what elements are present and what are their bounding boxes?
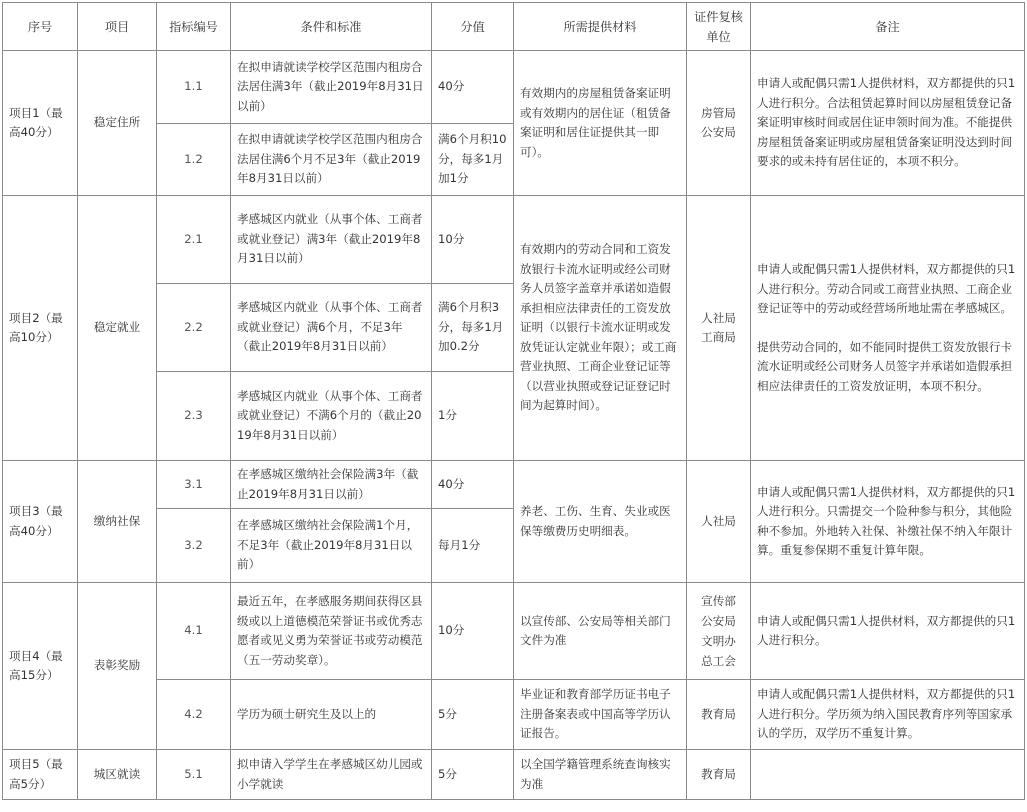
condition-text: 拟申请入学学生在孝感城区幼儿园或小学就读 <box>231 750 432 800</box>
group-item: 表彰奖励 <box>78 583 157 750</box>
condition-text: 孝感城区内就业（从事个体、工商者或就业登记）不满6个月的（截止2019年8月31日以前） <box>231 372 432 461</box>
condition-text: 在拟申请就读学校学区范围内租房合法居住满3年（截止2019年8月31日以前） <box>231 51 432 124</box>
materials-text: 有效期内的房屋租赁备案证明或有效期内的居住证（租赁备案证明和居住证提供其一即可）。 <box>514 51 687 196</box>
unit-name: 宣传部 <box>701 594 736 608</box>
condition-text: 孝感城区内就业（从事个体、工商者或就业登记）满6个月，不足3年（截止2019年8月31日以前） <box>231 284 432 372</box>
header-score: 分值 <box>432 3 514 51</box>
score-text: 40分 <box>432 461 514 509</box>
score-text: 每月1分 <box>432 509 514 583</box>
indicator-code: 3.2 <box>157 509 231 583</box>
unit-name: 工商局 <box>701 330 736 344</box>
score-text: 1分 <box>432 372 514 461</box>
group-item: 城区就读 <box>78 750 157 800</box>
header-row <box>3 3 1025 51</box>
indicator-code: 4.1 <box>157 583 231 680</box>
review-unit <box>687 461 751 583</box>
indicator-code: 1.2 <box>157 124 231 196</box>
table-row <box>3 680 1025 750</box>
review-unit <box>687 680 751 750</box>
score-text: 满6个月积3分，每多1月加0.2分 <box>432 284 514 372</box>
unit-name: 人社局 <box>701 310 736 325</box>
header-seq: 序号 <box>3 3 78 51</box>
score-text: 10分 <box>432 583 514 680</box>
table-row <box>3 583 1025 680</box>
unit-name: 公安局 <box>701 614 736 628</box>
unit-name: 文明办 <box>701 634 736 648</box>
header-code: 指标编号 <box>157 3 231 51</box>
header-item: 项目 <box>78 3 157 51</box>
group-item: 稳定就业 <box>78 196 157 461</box>
table-row <box>3 51 1025 124</box>
condition-text: 在孝感城区缴纳社会保险满3年（截止2019年8月31日以前） <box>231 461 432 509</box>
indicator-code: 1.1 <box>157 51 231 124</box>
notes-text: 申请人或配偶只需1人提供材料，双方都提供的只1人进行积分。劳动合同或工商营业执照、工商企业登记证等中的劳动或经营场所地址需在孝感城区。 <box>757 262 1016 315</box>
group-seq: 项目4（最高15分） <box>3 583 78 750</box>
unit-name: 总工会 <box>701 654 736 668</box>
notes-text: 申请人或配偶只需1人提供材料，双方都提供的只1人进行积分。 <box>751 583 1025 680</box>
review-unit <box>687 196 751 461</box>
group-item: 稳定住所 <box>78 51 157 196</box>
table-row <box>3 750 1025 800</box>
review-unit <box>687 750 751 800</box>
score-text: 5分 <box>432 680 514 750</box>
score-text: 10分 <box>432 196 514 284</box>
unit-name: 人社局 <box>701 513 736 528</box>
indicator-code: 4.2 <box>157 680 231 750</box>
score-text: 满6个月积10分，每多1月加1分 <box>432 124 514 196</box>
materials-text: 毕业证和教育部学历证书电子注册备案表或中国高等学历认证报告。 <box>514 680 687 750</box>
review-unit <box>687 583 751 680</box>
materials-text: 有效期内的劳动合同和工资发放银行卡流水证明或经公司财务人员签字盖章并承诺如造假承担相应法律责任的工资发放证明（以银行卡流水证明或发放凭证认定就业年限）；或工商营业执照、工商企业登记证等（以营业执照或登记证登记时间为起算时间）。 <box>514 196 687 461</box>
review-unit <box>687 51 751 196</box>
notes-text <box>751 750 1025 800</box>
group-seq: 项目1（最高40分） <box>3 51 78 196</box>
header-materials: 所需提供材料 <box>514 3 687 51</box>
indicator-code: 2.3 <box>157 372 231 461</box>
condition-text: 孝感城区内就业（从事个体、工商者或就业登记）满3年（截止2019年8月31日以前） <box>231 196 432 284</box>
condition-text: 在孝感城区缴纳社会保险满1个月，不足3年（截止2019年8月31日以前） <box>231 509 432 583</box>
notes-text: 申请人或配偶只需1人提供材料，双方都提供的只1人进行积分。合法租赁起算时间以房屋租赁登记备案证明审核时间或居住证申领时间为准。不能提供房屋租赁备案证明或房屋租赁备案证明没达到时间要求的或未持有居住证的，本项不积分。 <box>751 51 1025 196</box>
group-item: 缴纳社保 <box>78 461 157 583</box>
indicator-code: 3.1 <box>157 461 231 509</box>
unit-name: 房管局 <box>701 105 736 120</box>
notes-text: 提供劳动合同的，如不能同时提供工资发放银行卡流水证明或经公司财务人员签字并承诺如造假承担相应法律责任的工资发放证明，本项不积分。 <box>757 339 1013 393</box>
unit-name: 公安局 <box>701 125 736 139</box>
materials-text: 以全国学籍管理系统查询核实为准 <box>514 750 687 800</box>
header-notes: 备注 <box>751 3 1025 51</box>
points-criteria-table <box>2 2 1025 800</box>
notes-text: 申请人或配偶只需1人提供材料，双方都提供的只1人进行积分。学历须为纳入国民教育序列等国家承认的学历，双学历不重复计算。 <box>751 680 1025 750</box>
header-review-unit: 证件复核单位 <box>687 3 751 51</box>
group-seq: 项目5（最高5分） <box>3 750 78 800</box>
condition-text: 在拟申请就读学校学区范围内租房合法居住满6个月不足3年（截止2019年8月31日以前） <box>231 124 432 196</box>
unit-name: 教育局 <box>701 766 736 781</box>
group-seq: 项目3（最高40分） <box>3 461 78 583</box>
materials-text: 养老、工伤、生育、失业或医保等缴费历史明细表。 <box>514 461 687 583</box>
table-row <box>3 196 1025 284</box>
unit-name: 教育局 <box>701 706 736 721</box>
score-text: 40分 <box>432 51 514 124</box>
header-conditions: 条件和标准 <box>231 3 432 51</box>
condition-text: 最近五年，在孝感服务期间获得区县级或以上道德模范荣誉证书或优秀志愿者或见义勇为荣誉证书或劳动模范（五一劳动奖章）。 <box>231 583 432 680</box>
table-row <box>3 461 1025 509</box>
notes-text: 申请人或配偶只需1人提供材料，双方都提供的只1人进行积分。只需提交一个险种参与积分，其他险种不参加。外地转入社保、补缴社保不纳入年限计算。重复参保期不重复计算年限。 <box>751 461 1025 583</box>
notes-cell <box>751 196 1025 461</box>
indicator-code: 2.2 <box>157 284 231 372</box>
indicator-code: 5.1 <box>157 750 231 800</box>
indicator-code: 2.1 <box>157 196 231 284</box>
condition-text: 学历为硕士研究生及以上的 <box>231 680 432 750</box>
score-text: 5分 <box>432 750 514 800</box>
group-seq: 项目2（最高10分） <box>3 196 78 461</box>
materials-text: 以宣传部、公安局等相关部门文件为准 <box>514 583 687 680</box>
